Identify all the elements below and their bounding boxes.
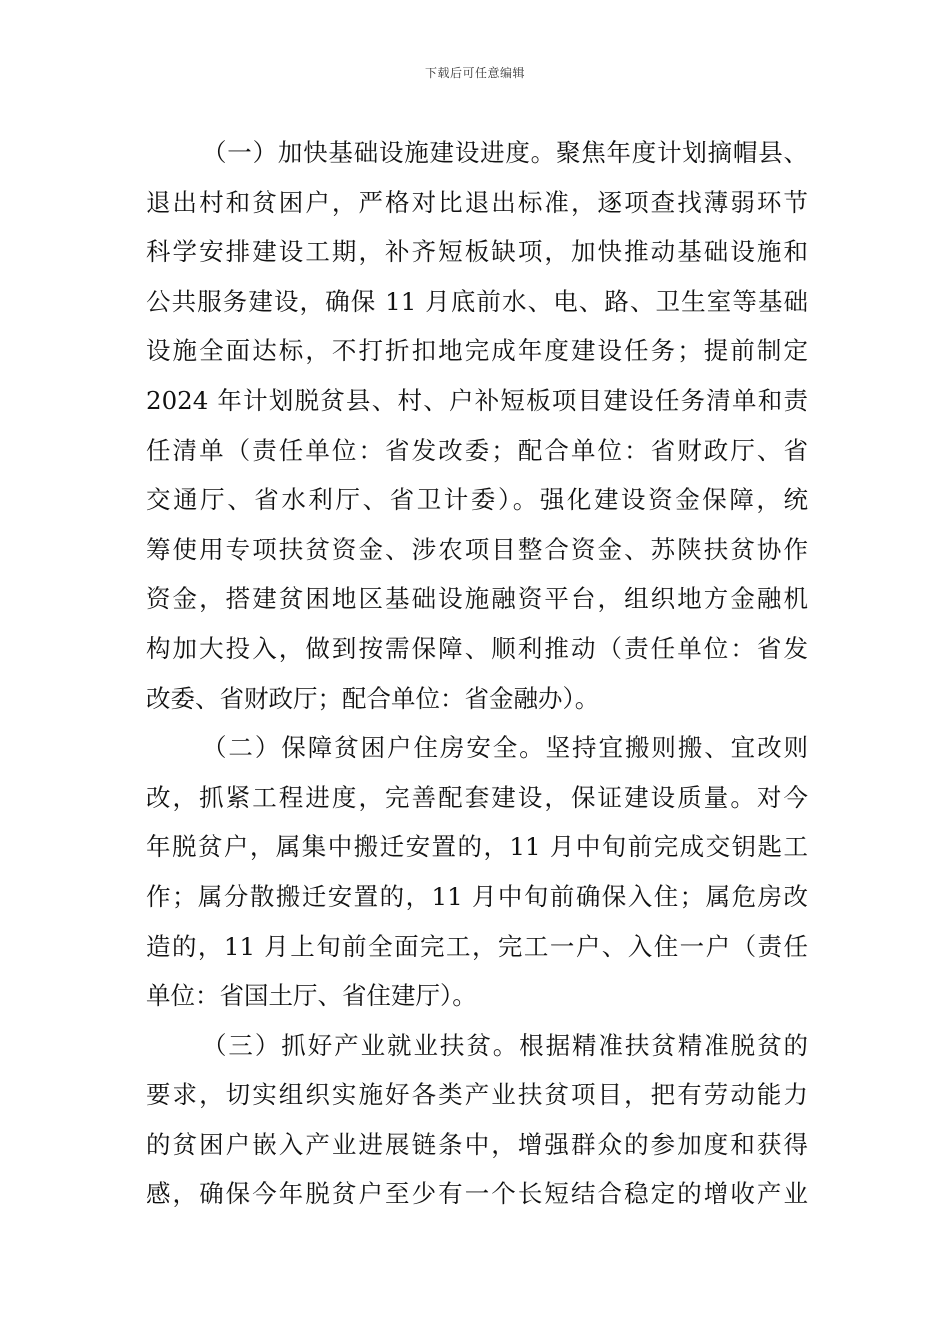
text-line: 要求，切实组织实施好各类产业扶贫项目，把有劳动能力 [146,1080,808,1110]
text-line: 资金，搭建贫困地区基础设施融资平台，组织地方金融机 [146,584,808,614]
text-line: 交通厅、省水利厅、省卫计委）。强化建设资金保障，统 [146,485,808,515]
text-line: 感，确保今年脱贫户至少有一个长短结合稳定的增收产业 [146,1179,808,1209]
document-body [146,128,808,1219]
paragraph-infrastructure [146,128,808,723]
text-line: 公共服务建设，确保 11 月底前水、电、路、卫生室等基础 [146,286,808,316]
text-line: 退出村和贫困户，严格对比退出标准，逐项查找薄弱环节 [146,187,808,217]
text-line: 改，抓紧工程进度，完善配套建设，保证建设质量。对今 [146,782,808,812]
text-line: 筹使用专项扶贫资金、涉农项目整合资金、苏陕扶贫协作 [146,534,808,564]
text-line: 年脱贫户，属集中搬迁安置的，11 月中旬前完成交钥匙工 [146,832,808,862]
text-line: 科学安排建设工期，补齐短板缺项，加快推动基础设施和 [146,237,808,267]
text-line: 设施全面达标，不打折扣地完成年度建设任务；提前制定 [146,336,808,366]
text-line: 2024 年计划脱贫县、村、户补短板项目建设任务清单和责 [146,385,808,415]
paragraph-housing [146,723,808,1021]
text-line: （三）抓好产业就业扶贫。根据精准扶贫精准脱贫的 [202,1030,808,1060]
text-line: （二）保障贫困户住房安全。坚持宜搬则搬、宜改则 [202,733,808,763]
text-line: 改委、省财政厅；配合单位：省金融办）。 [146,683,600,713]
text-line: 构加大投入，做到按需保障、顺利推动（责任单位：省发 [146,633,808,663]
text-line: 作；属分散搬迁安置的，11 月中旬前确保入住；属危房改 [146,881,808,911]
paragraph-industry-employment [146,1021,808,1219]
text-line: 造的，11 月上旬前全面完工，完工一户、入住一户（责任 [146,931,808,961]
text-line: （一）加快基础设施建设进度。聚焦年度计划摘帽县、 [202,138,808,167]
text-line: 单位：省国土厅、省住建厅）。 [146,981,477,1011]
page-header-note: 下载后可任意编辑 [424,66,525,80]
text-line: 的贫困户嵌入产业进展链条中，增强群众的参加度和获得 [146,1129,808,1159]
text-line: 任清单（责任单位：省发改委；配合单位：省财政厅、省 [146,435,808,465]
